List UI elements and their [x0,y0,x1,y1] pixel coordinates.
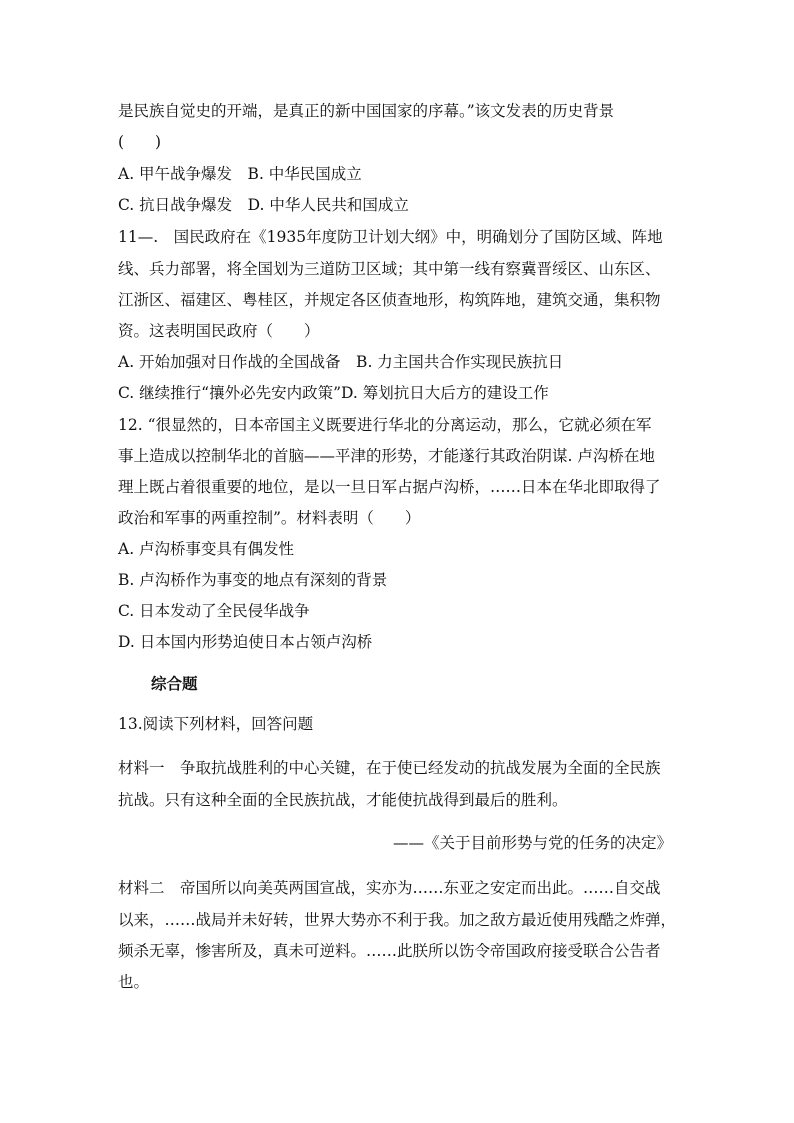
material-2-line-4: 也。 [118,973,150,991]
question-10-stem-end: 是民族自觉史的开端，是真正的新中国国家的序幕。”该文发表的历史背景 [118,102,615,120]
material-2-line-3: 频杀无辜，惨害所及，真未可逆料。……此朕所以饬令帝国政府接受联合公告者 [118,942,661,960]
material-1-line-1: 材料一 争取抗战胜利的中心关键，在于使已经发动的抗战发展为全面的全民族 [118,759,661,777]
material-1-line-2: 抗战。只有这种全面的全民族抗战，才能使抗战得到最后的胜利。 [118,791,568,809]
question-12-option-a: A. 卢沟桥事变具有偶发性 [118,540,295,558]
question-11-line-2: 线、兵力部署，将全国划为三道防卫区域；其中第一线有察冀晋绥区、山东区、 [118,260,661,278]
question-12-line-1: 12. “很显然的，日本帝国主义既要进行华北的分离运动，那么，它就必须在军 [118,416,652,434]
question-10-options-cd: C. 抗日战争爆发 D. 中华人民共和国成立 [118,196,409,214]
material-1-source: ——《关于目前形势与党的任务的决定》 [392,834,672,852]
question-11-options-ab: A. 开始加强对日作战的全国战备 B. 力主国共合作实现民族抗日 [118,353,564,371]
question-12-line-3: 理上既占着很重要的地位，是以一旦日军占据卢沟桥，……日本在华北即取得了 [118,478,661,496]
question-12-line-4: 政治和军事的两重控制”。材料表明（ ） [118,509,421,527]
material-2-line-2: 以来，……战局并未好转，世界大势亦不利于我。加之敌方最近使用残酷之炸弹， [118,911,677,929]
question-11-line-1: 11—. 国民政府在《1935年度防卫计划大纲》中，明确划分了国防区域、阵地 [118,228,663,246]
question-11-options-cd: C. 继续推行“攘外必先安内政策”D. 筹划抗日大后方的建设工作 [118,384,549,402]
question-12-line-2: 事上造成以控制华北的首脑——平津的形势，才能遂行其政治阴谋. 卢沟桥在地 [118,447,655,465]
section-heading: 综合题 [151,674,198,693]
question-12-option-b: B. 卢沟桥作为事变的地点有深刻的背景 [118,571,388,589]
question-12-option-c: C. 日本发动了全民侵华战争 [118,602,310,620]
question-10-answer-bracket: ( ) [118,133,162,151]
material-2-line-1: 材料二 帝国所以向美英两国宣战，实亦为……东亚之安定而出此。……自交战 [118,879,661,897]
question-10-options-ab: A. 甲午战争爆发 B. 中华民国成立 [118,165,362,183]
question-11-line-3: 江浙区、福建区、粤桂区，并规定各区侦查地形，构筑阵地，建筑交通，集积物 [118,291,661,309]
question-11-line-4: 资。这表明国民政府（ ） [118,322,320,340]
question-12-option-d: D. 日本国内形势迫使日本占领卢沟桥 [118,633,373,651]
question-13-prompt: 13.阅读下列材料，回答问题 [118,715,314,733]
